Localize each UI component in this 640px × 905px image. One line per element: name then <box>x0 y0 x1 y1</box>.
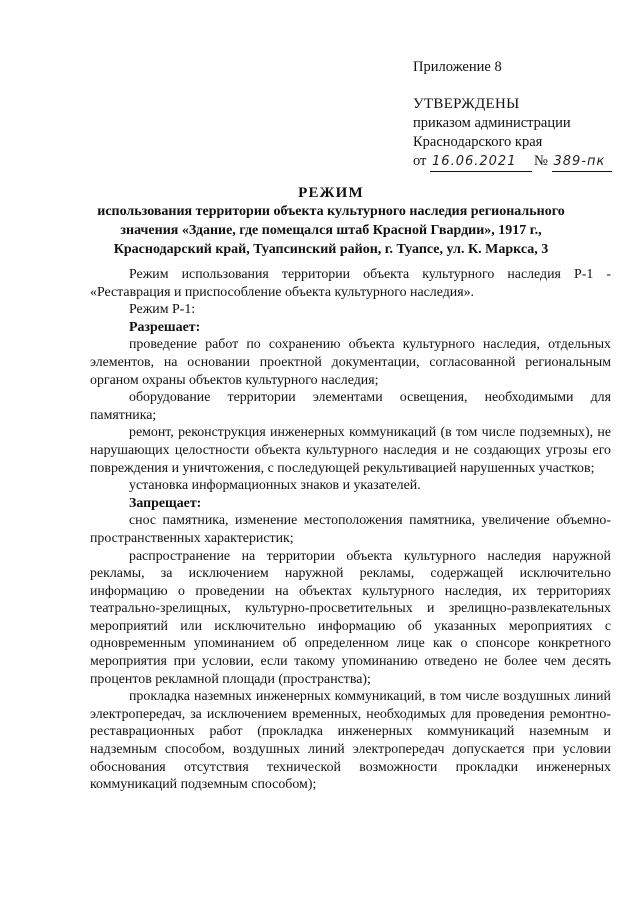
paragraph-intro: Режим использования территории объекта культурного наследия Р-1 - «Реставрация и приспособление объекта культурного наследия». <box>90 267 611 300</box>
handwritten-number: 389-пк <box>552 152 612 172</box>
approval-date-line <box>413 152 623 172</box>
paragraph-regime: Режим Р-1: <box>129 302 196 318</box>
document-body <box>90 266 611 794</box>
document-heading <box>92 184 570 259</box>
section-prohibits: Запрещает: <box>129 495 202 511</box>
document-subtitle-line-2: значения «Здание, где помещался штаб Красной Гвардии», 1917 г., <box>120 223 542 238</box>
approval-line-1: приказом администрации <box>413 115 571 131</box>
section-allows: Разрешает: <box>129 319 201 335</box>
paragraph-prohibits-1: снос памятника, изменение местоположения памятника, увеличение объемно-пространственных характеристик; <box>90 513 611 546</box>
number-sign: № <box>534 153 548 169</box>
paragraph-allows-4: установка информационных знаков и указателей. <box>129 478 421 494</box>
handwritten-date: 16.06.2021 <box>430 152 532 172</box>
approval-line-2: Краснодарского края <box>413 134 543 150</box>
annex-label: Приложение 8 <box>413 59 502 75</box>
paragraph-allows-1: проведение работ по сохранению объекта культурного наследия, отдельных элементов, на основании проектной документации, согласованной региональным органом охраны объектов культурного наследия; <box>90 337 611 388</box>
approved-label: УТВЕРЖДЕНЫ <box>413 96 520 112</box>
document-subtitle-line-1: использования территории объекта культурного наследия регионального <box>97 204 565 219</box>
paragraph-allows-2: оборудование территории элементами освещения, необходимыми для памятника; <box>90 390 611 423</box>
document-title: РЕЖИМ <box>298 185 364 201</box>
date-prefix: от <box>413 153 427 169</box>
approval-stamp <box>413 58 623 172</box>
document-subtitle-line-3: Краснодарский край, Туапсинский район, г. Туапсе, ул. К. Маркса, 3 <box>113 242 549 257</box>
paragraph-prohibits-2: распространение на территории объекта культурного наследия наружной рекламы, за исключением наружной рекламы, содержащей исключительно информацию о проведении на объектах культурного наследия, их территориях театрально-зрелищных, культурно-просветительных и зрелищно-развлекательных мероприятий или исключительно информацию об указанных мероприятиях с одновременным упоминанием об определенном лице как о спонсоре конкретного мероприятия при условии, если такому упоминанию отведено не более чем десять процентов рекламной площади (пространства); <box>90 548 611 687</box>
paragraph-prohibits-3: прокладка наземных инженерных коммуникаций, в том числе воздушных линий электропередач, за исключением временных, необходимых для проведения ремонтно-реставрационных работ (прокладка инженерных коммуникаций наземным и надземным способом, воздушных линий электропередач допускается при условии обоснования отсутствия технической возможности прокладки инженерных коммуникаций подземным способом); <box>90 689 611 793</box>
paragraph-allows-3: ремонт, реконструкция инженерных коммуникаций (в том числе подземных), не нарушающих целостности объекта культурного наследия и не создающих угрозы его повреждения и уничтожения, с последующей рекультивацией нарушенных участков; <box>90 425 611 476</box>
